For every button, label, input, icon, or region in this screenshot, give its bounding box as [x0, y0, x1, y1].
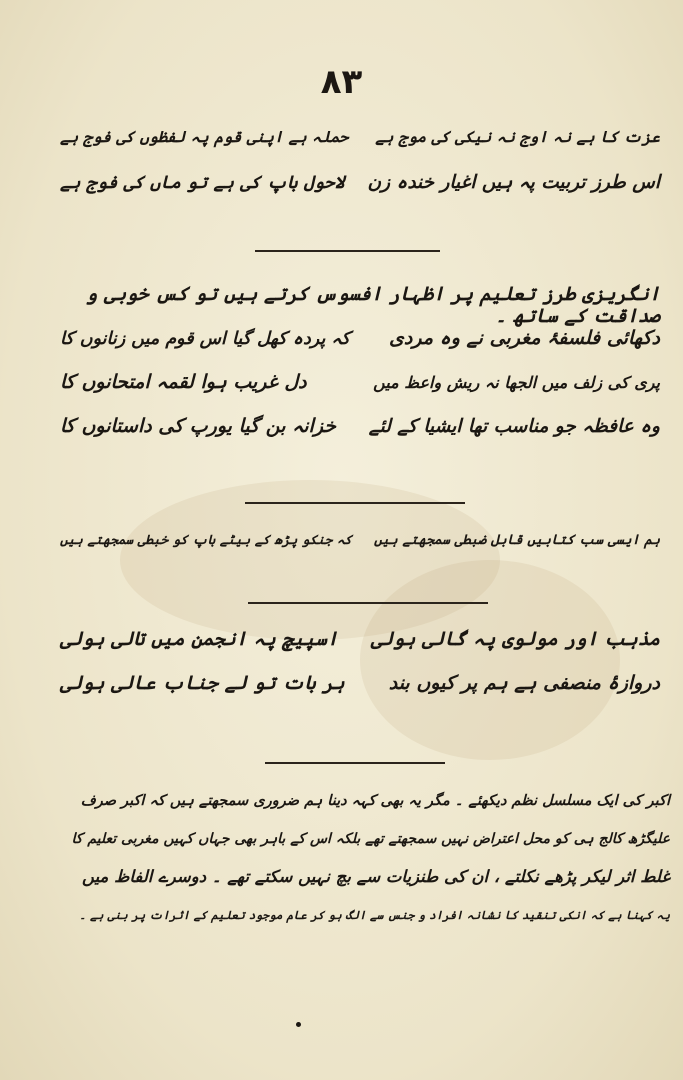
section-divider	[245, 502, 465, 504]
prose-paragraph	[70, 782, 670, 934]
section-divider	[255, 250, 440, 252]
verse-row	[60, 371, 660, 415]
verse-hemistich: مذہب اور مولوی پہ گالی ہولی	[370, 628, 660, 650]
verse-hemistich: کہ جنکو پڑھ کے بیٹے باپ کو خبطی سمجھتے ہیں	[60, 533, 353, 548]
ink-dot	[296, 1022, 301, 1027]
verse-hemistich: ہر بات تو لے جناب عالی ہولی	[60, 672, 345, 694]
verse-hemistich: اسپیچ پہ انجمن میں تالی ہولی	[60, 628, 338, 650]
verse-hemistich: پری کی زلف میں الجھا نہ ریش واعظ میں	[373, 373, 660, 392]
verse-hemistich: خزانہ بن گیا یورپ کی داستانوں کا	[60, 415, 337, 437]
couplet-block-3	[60, 532, 660, 576]
prose-line: یہ کہنا ہے کہ انکی تنقید کا نشانہ افراد و جنس سے الگ ہو کر عام موجود تعلیم کے اثرات پر بنی ہے ۔	[79, 908, 670, 922]
prose-line: علیگڑھ کالج ہی کو محل اعتراض نہیں سمجھتے تھے بلکہ اس کے باہر بھی جہاں کہیں مغربی تعلیم کا	[71, 831, 670, 847]
verse-hemistich: کہ پردہ کھل گیا اس قوم میں زنانوں کا	[60, 329, 351, 349]
verse-row	[60, 172, 660, 216]
verse-hemistich: لاحول باپ کی ہے تو ماں کی فوج ہے	[60, 173, 345, 193]
section-heading: انگریزی طرز تعلیم پر اظہار افسوس کرتے ہیں تو کس خوبی و صداقت کے ساتھ ۔	[86, 283, 660, 327]
verse-hemistich: ہم ایسی سب کتابیں قابل ضبطی سمجھتے ہیں	[373, 532, 660, 548]
verse-hemistich: حملہ ہے اپنی قوم پہ لفظوں کی فوج ہے	[60, 128, 349, 146]
verse-hemistich: دروازۂ منصفی ہے ہم پر کیوں بند	[388, 672, 660, 694]
couplet-block-4	[60, 628, 660, 716]
couplet-block-1	[60, 128, 660, 216]
prose-line: اکبر کی ایک مسلسل نظم دیکھئے ۔ مگر یہ بھی کہہ دینا ہم ضروری سمجھتے ہیں کہ اکبر صرف	[80, 793, 670, 809]
verse-row	[60, 128, 660, 172]
verse-row	[60, 672, 660, 716]
verse-hemistich: دل غریب ہوا لقمہ امتحانوں کا	[60, 371, 307, 393]
section-divider	[265, 762, 445, 764]
prose-line: غلط اثر لیکر پڑھے نکلتے ، ان کی طنزیات سے بچ نہیں سکتے تھے ۔ دوسرے الفاظ میں	[82, 867, 670, 886]
page-number: ۸۳	[320, 62, 363, 102]
verse-hemistich: دکھائی فلسفۂ مغربی نے وہ مردی	[389, 327, 660, 349]
verse-row	[60, 415, 660, 459]
verse-hemistich: عزت کا ہے نہ اوج نہ نیکی کی موج ہے	[375, 128, 660, 146]
couplet-block-2	[60, 327, 660, 459]
verse-row	[60, 532, 660, 576]
verse-hemistich: وہ عافظہ جو مناسب تھا ایشیا کے لئے	[368, 416, 660, 437]
verse-row	[60, 628, 660, 672]
verse-row	[60, 327, 660, 371]
verse-hemistich: اس طرز تربیت پہ ہیں اغیار خندہ زن	[367, 172, 660, 193]
section-divider	[248, 602, 488, 604]
